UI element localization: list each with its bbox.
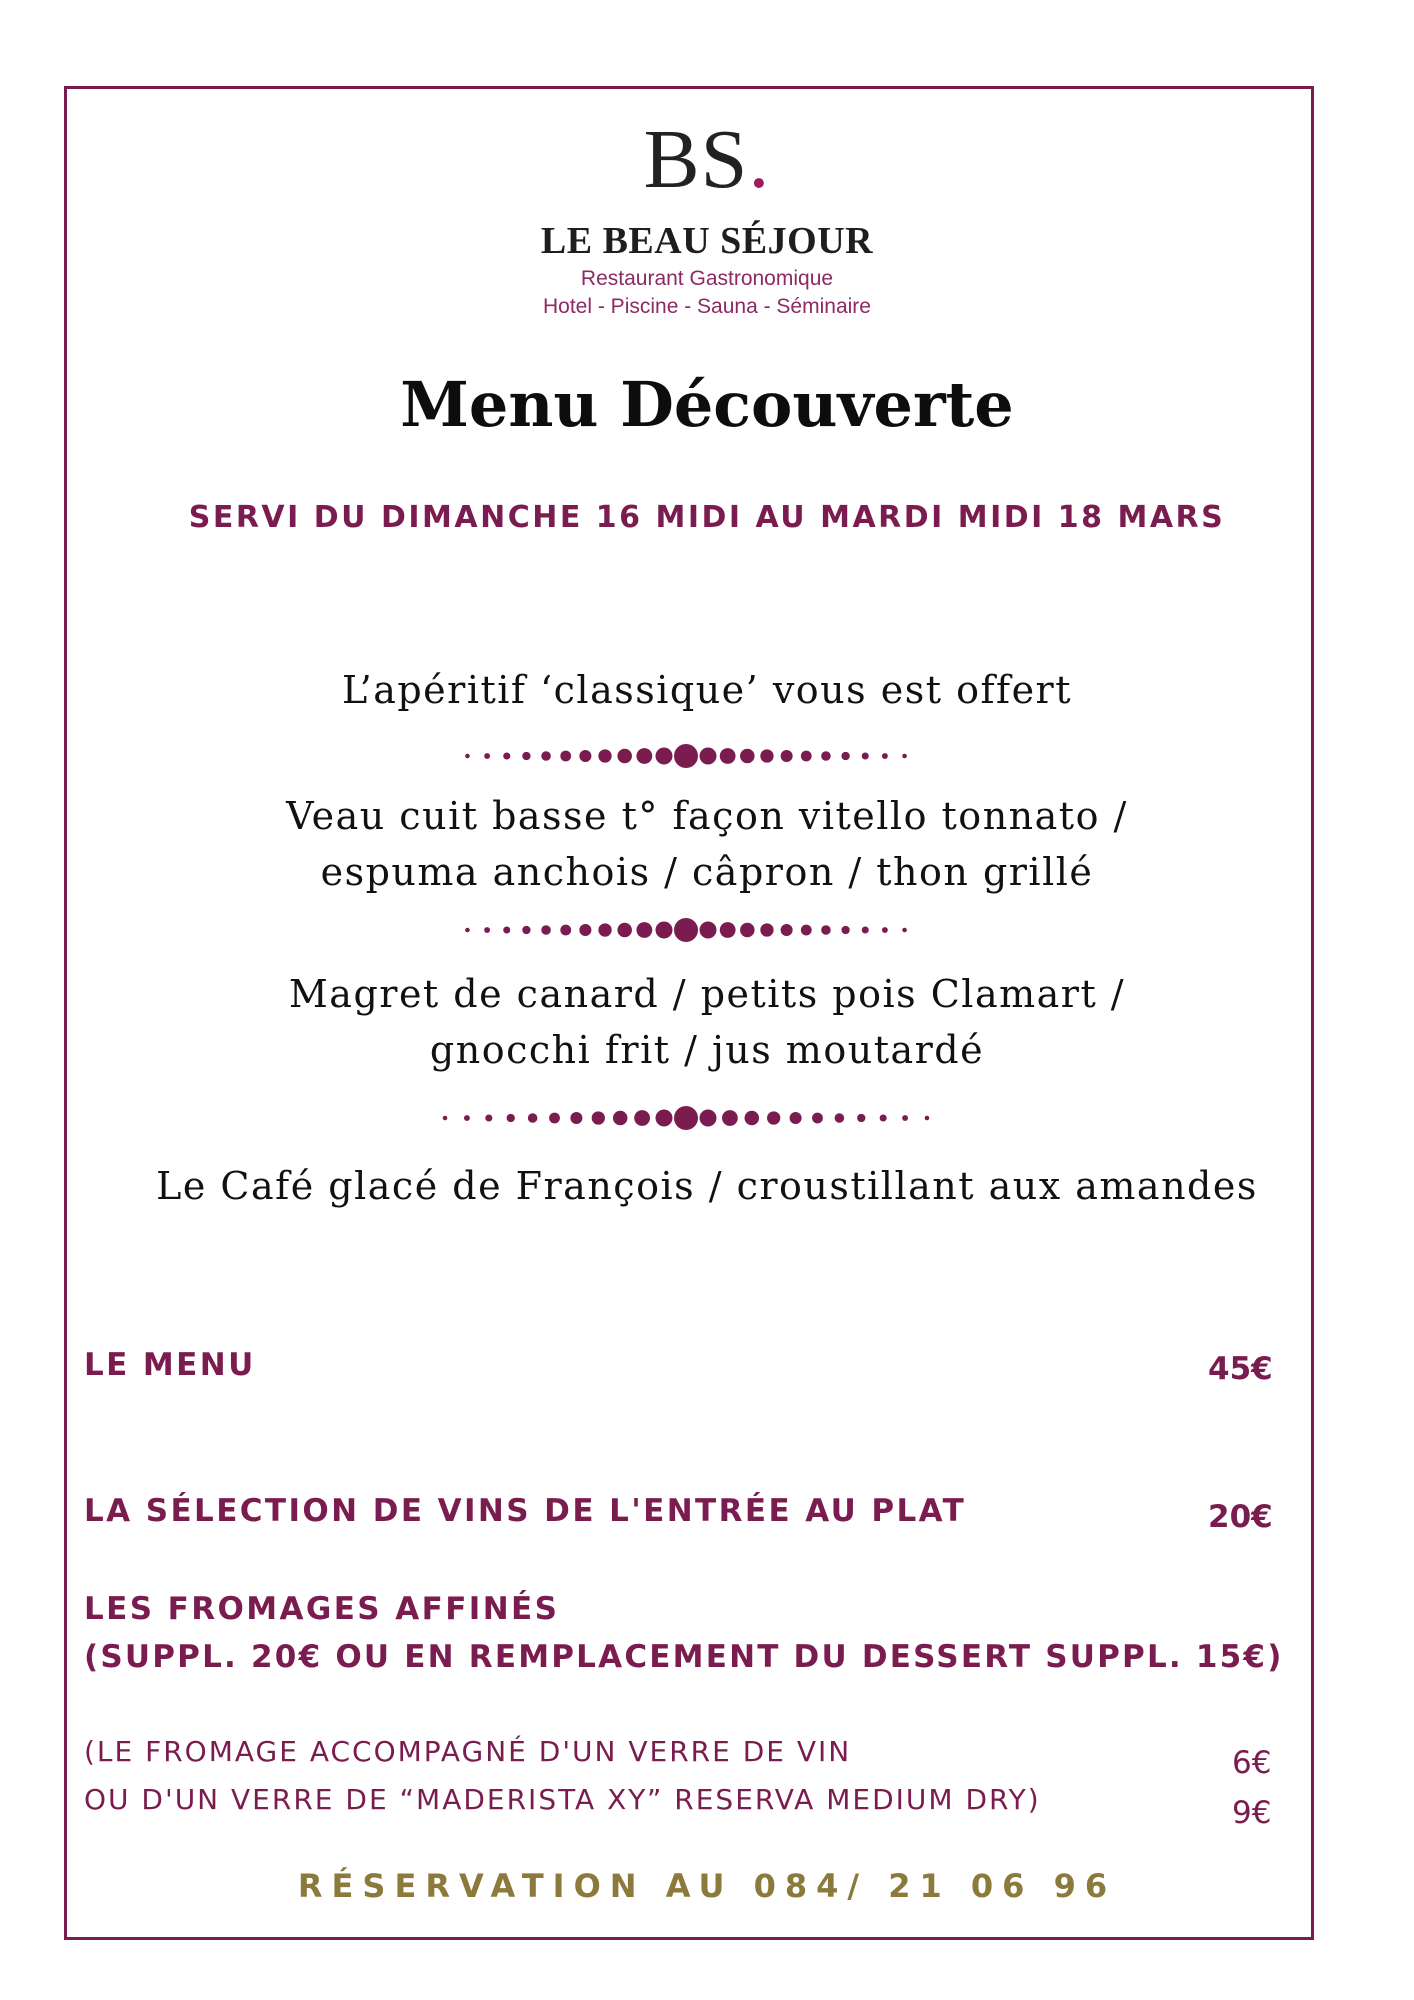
cheese-note: (SUPPL. 20€ OU EN REMPLACEMENT DU DESSERT SUPPL. 15€) <box>84 1639 1284 1675</box>
separator-dot <box>541 751 551 761</box>
separator-dot <box>464 1115 470 1121</box>
separator-dot <box>656 748 673 765</box>
course-line: Magret de canard / petits pois Clamart / <box>288 972 1126 1016</box>
separator-dot <box>484 753 490 759</box>
course-aperitif <box>0 662 1414 718</box>
separator-dot <box>560 925 571 936</box>
separator-dot <box>579 924 591 936</box>
served-dates: SERVI DU DIMANCHE 16 MIDI AU MARDI MIDI 18 MARS <box>188 500 1226 535</box>
separator-dot <box>760 749 773 762</box>
separator-dot <box>528 1113 538 1123</box>
separator-dot <box>902 1115 908 1121</box>
separator-dot <box>821 751 831 761</box>
separator-dot <box>801 751 812 762</box>
separator-dot <box>598 923 611 936</box>
separator-dot <box>674 1106 698 1130</box>
separator-dot <box>857 1114 865 1122</box>
course-line: Veau cuit basse t° façon vitello tonnato / <box>286 794 1128 838</box>
separator-dot <box>656 1110 673 1127</box>
restaurant-name: LE BEAU SÉJOUR <box>540 220 874 262</box>
dot-separator-3 <box>0 1100 1414 1136</box>
wine-selection-label: LA SÉLECTION DE VINS DE L'ENTRÉE AU PLAT <box>84 1493 967 1529</box>
course-line: espuma anchois / câpron / thon grillé <box>320 850 1094 894</box>
separator-dot <box>790 1112 802 1124</box>
separator-dot <box>745 1111 760 1126</box>
separator-dot <box>674 918 698 942</box>
separator-dot <box>485 1114 492 1121</box>
separator-dot <box>541 925 551 935</box>
glass-line-2: OU D'UN VERRE DE “MADERISTA XY” RESERVA MEDIUM DRY) <box>84 1783 1041 1816</box>
menu-label: LE MENU <box>84 1347 256 1383</box>
separator-dot <box>613 1111 628 1126</box>
course-line: L’apéritif ‘classique’ vous est offert <box>342 668 1072 712</box>
course-dessert <box>0 1158 1414 1214</box>
separator-dot <box>598 749 611 762</box>
separator-dot <box>781 924 793 936</box>
separator-dot <box>767 1111 780 1124</box>
glass-line-1: (LE FROMAGE ACCOMPAGNÉ D'UN VERRE DE VIN <box>84 1735 852 1768</box>
separator-dot <box>700 1110 717 1127</box>
separator-dot <box>835 1113 845 1123</box>
separator-dot <box>720 748 736 764</box>
tagline-restaurant: Restaurant Gastronomique <box>580 267 834 290</box>
separator-dot <box>700 922 717 939</box>
separator-dot <box>484 927 490 933</box>
separator-dot <box>700 748 717 765</box>
course-main <box>0 966 1414 1078</box>
separator-dot <box>634 1110 650 1126</box>
separator-dot <box>570 1112 582 1124</box>
separator-dot <box>465 754 470 759</box>
separator-dot <box>841 752 849 760</box>
separator-dot <box>862 752 869 759</box>
wine-selection-price: 20€ <box>1208 1499 1273 1535</box>
separator-dot <box>522 926 530 934</box>
reservation-phone: RÉSERVATION AU 084/ 21 06 96 <box>297 1867 1117 1905</box>
glass-price-2: 9€ <box>1232 1795 1272 1831</box>
dot-separator-2 <box>0 912 1414 948</box>
course-line: Le Café glacé de François / croustillant aux amandes <box>156 1164 1258 1208</box>
separator-dot <box>636 748 652 764</box>
separator-dot <box>841 926 849 934</box>
logo-mark: BS. <box>643 113 771 206</box>
separator-dot <box>617 749 632 764</box>
separator-dot <box>862 926 869 933</box>
course-starter <box>0 788 1414 900</box>
separator-dot <box>636 922 652 938</box>
course-line: gnocchi frit / jus moutardé <box>429 1028 985 1072</box>
tagline-services: Hotel - Piscine - Sauna - Séminaire <box>543 295 871 318</box>
separator-dot <box>507 1114 515 1122</box>
separator-dot <box>617 923 632 938</box>
separator-dot <box>579 750 591 762</box>
separator-dot <box>674 744 698 768</box>
separator-dot <box>902 754 907 759</box>
separator-dot <box>812 1113 823 1124</box>
separator-dot <box>882 927 888 933</box>
separator-dot <box>443 1116 448 1121</box>
separator-dot <box>503 752 510 759</box>
menu-price: 45€ <box>1208 1351 1273 1387</box>
separator-dot <box>760 923 773 936</box>
separator-dot <box>503 926 510 933</box>
separator-dot <box>882 753 888 759</box>
cheese-label: LES FROMAGES AFFINÉS <box>84 1591 560 1627</box>
separator-dot <box>549 1113 560 1124</box>
separator-dot <box>902 928 907 933</box>
separator-dot <box>656 922 673 939</box>
menu-title: Menu Découverte <box>400 368 1014 441</box>
separator-dot <box>801 925 812 936</box>
dot-separator-1 <box>0 738 1414 774</box>
separator-dot <box>740 923 755 938</box>
separator-dot <box>592 1111 605 1124</box>
separator-dot <box>465 928 470 933</box>
separator-dot <box>560 751 571 762</box>
separator-dot <box>722 1110 738 1126</box>
glass-price-1: 6€ <box>1232 1745 1272 1781</box>
separator-dot <box>522 752 530 760</box>
separator-dot <box>880 1114 887 1121</box>
separator-dot <box>740 749 755 764</box>
separator-dot <box>925 1116 930 1121</box>
separator-dot <box>781 750 793 762</box>
separator-dot <box>720 922 736 938</box>
separator-dot <box>821 925 831 935</box>
